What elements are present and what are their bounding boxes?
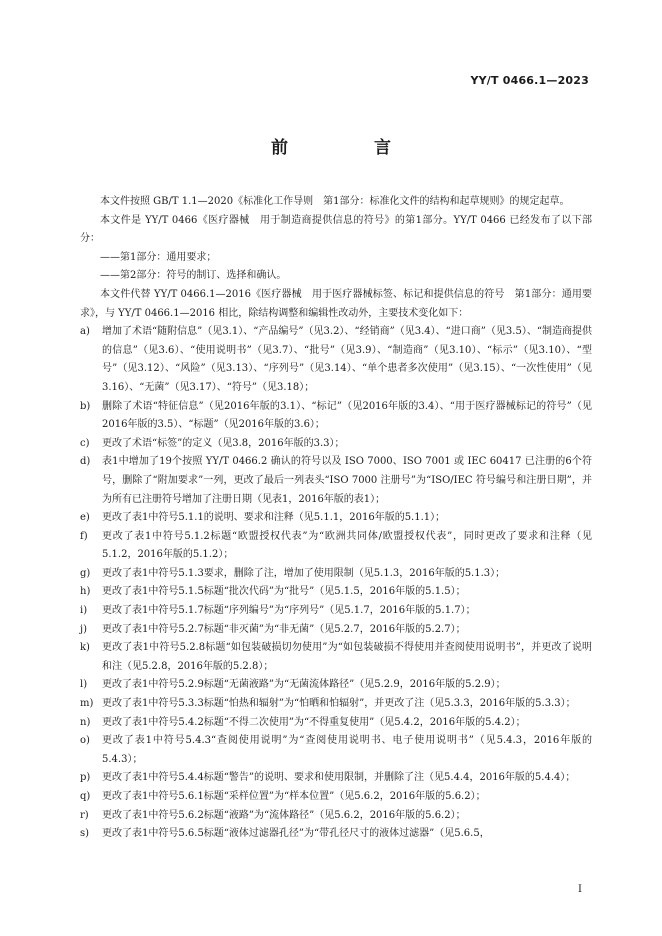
paragraph: 本文件代替 YY/T 0466.1—2016《医疗器械 用于医疗器械标签、标记和提供信息的符号 第1部分：通用要求》，与 YY/T 0466.1—2016 相比，除结构调整和编辑性改动外，主要技术变化如下： bbox=[80, 288, 592, 319]
change-list-item bbox=[80, 639, 592, 676]
page-title: 前 言 bbox=[271, 138, 431, 158]
change-list-item bbox=[80, 695, 592, 714]
change-list-item bbox=[80, 807, 592, 826]
list-marker: a) bbox=[80, 326, 90, 338]
list-text: 更改了表1中符号5.2.8标题“如包装破损切勿使用”为“如包装破损不得使用并查阅使用说明书”，并更改了说明和注（见5.2.8，2016年版的5.2.8）； bbox=[102, 642, 592, 672]
list-text: 更改了表1中符号5.1.2标题“欧盟授权代表”为“欧洲共同体/欧盟授权代表”，同时更改了要求和注释（见5.1.2，2016年版的5.1.2）； bbox=[102, 530, 592, 561]
list-text: 更改了表1中符号5.1.5标题“批次代码”为“批号”（见5.1.5，2016年版的5.1.5）； bbox=[102, 586, 466, 598]
list-marker: e) bbox=[80, 512, 90, 524]
list-marker: b) bbox=[80, 400, 91, 412]
list-text: 更改了表1中符号5.1.1的说明、要求和注释（见5.1.1，2016年版的5.1.1）； bbox=[102, 512, 446, 524]
list-marker: k) bbox=[80, 642, 90, 654]
change-list-item bbox=[80, 398, 592, 435]
change-list-item bbox=[80, 565, 592, 584]
paragraph: 本文件按照 GB/T 1.1—2020《标准化工作导则 第1部分：标准化文件的结构和起草规则》的规定起草。 bbox=[100, 196, 570, 207]
list-text: 更改了表1中符号5.4.2标题“不得二次使用”为“不得重复使用”（见5.4.2，2016年版的5.4.2）； bbox=[102, 716, 526, 728]
list-text: 更改了表1中符号5.6.5标题“液体过滤器孔径”为“带孔径尺寸的液体过滤器”（见5.6.5， bbox=[102, 828, 490, 840]
document-body bbox=[80, 193, 592, 844]
part-list-item: ——第2部分：符号的制订、选择和确认。 bbox=[100, 270, 287, 282]
change-list-item bbox=[80, 602, 592, 621]
list-text: 更改了术语“标签”的定义（见3.8，2016年版的3.3）； bbox=[102, 437, 345, 449]
list-marker: h) bbox=[80, 586, 91, 598]
change-list-item bbox=[80, 788, 592, 807]
list-marker: l) bbox=[80, 679, 88, 691]
list-text: 更改了表1中符号5.3.3标题“怕热和辐射”为“怕晒和怕辐射”，并更改了注（见5.3.3，2016年版的5.3.3）； bbox=[102, 698, 576, 710]
part-list-item: ——第1部分：通用要求； bbox=[100, 251, 217, 263]
list-marker: f) bbox=[80, 530, 88, 542]
list-marker: o) bbox=[80, 735, 90, 747]
list-text: 增加了术语“随附信息”（见3.1）、“产品编号”（见3.2）、“经销商”（见3.4）、“进口商”（见3.5）、“制造商提供的信息”（见3.6）、“使用说明书”（见3.7）、“批号”（见3.9）、“制造商”（见3.10）、“标示”（见3.10）、“型号”（见3.12）、“风险”（见3.13）、“序列号”（见3.14）、“单个患者多次使用”（见3.15）、“一次性使用”（见3.16）、“无菌”（见3.17）、“符号”（见3.18）； bbox=[102, 326, 592, 393]
change-list-item bbox=[80, 528, 592, 565]
list-marker: j) bbox=[80, 623, 88, 635]
list-marker: s) bbox=[80, 828, 90, 840]
list-marker: i) bbox=[80, 605, 88, 617]
change-list-item bbox=[80, 676, 592, 695]
list-text: 更改了表1中符号5.4.3“查阅使用说明”为“查阅使用说明书、电子使用说明书”（见5.4.3，2016年版的5.4.3）； bbox=[102, 735, 592, 765]
change-list bbox=[80, 323, 592, 844]
list-text: 删除了术语“特征信息”（见2016年版的3.1）、“标记”（见2016年版的3.4）、“用于医疗器械标记的符号”（见2016年版的3.5）、“标题”（见2016年版的3.6）； bbox=[102, 400, 592, 431]
list-marker: q) bbox=[80, 791, 91, 802]
change-list-item bbox=[80, 453, 592, 509]
change-list-item bbox=[80, 732, 592, 769]
list-text: 更改了表1中符号5.2.9标题“无菌液路”为“无菌流体路径”（见5.2.9，2016年版的5.2.9）； bbox=[102, 679, 506, 691]
list-text: 更改了表1中符号5.1.7标题“序列编号”为“序列号”（见5.1.7，2016年版的5.1.7）； bbox=[102, 605, 476, 617]
change-list-item bbox=[80, 825, 592, 844]
change-list-item bbox=[80, 583, 592, 602]
list-text: 更改了表1中符号5.4.4标题“警告”的说明、要求和使用限制，并删除了注（见5.4.4，2016年版的5.4.4）； bbox=[102, 772, 576, 784]
list-text: 更改了表1中符号5.6.2标题“液路”为“流体路径”（见5.6.2，2016年版的5.6.2）； bbox=[102, 809, 466, 821]
change-list-item bbox=[80, 621, 592, 640]
list-marker: r) bbox=[80, 809, 89, 821]
list-text: 表1中增加了19个按照 YY/T 0466.2 确认的符号以及 ISO 7000、ISO 7001 或 IEC 60417 已注册的6个符号，删除了“附加要求”一列，更改了最后一列表头“ISO 7000 注册号”为“ISO/IEC 符号编号和注册日期”，并为所有已注册符号增加了注册日期（见表1，2016年版的表1）； bbox=[102, 456, 592, 505]
list-marker: p) bbox=[80, 772, 91, 784]
list-marker: m) bbox=[80, 698, 94, 710]
list-text: 更改了表1中符号5.6.1标题“采样位置”为“样本位置”（见5.6.2，2016年版的5.6.2）； bbox=[102, 791, 486, 802]
list-marker: c) bbox=[80, 437, 90, 449]
list-marker: d) bbox=[80, 456, 91, 468]
list-text: 更改了表1中符号5.2.7标题“非灭菌”为“非无菌”（见5.2.7，2016年版的5.2.7）； bbox=[102, 623, 466, 635]
page-number: I bbox=[578, 884, 582, 895]
list-text: 更改了表1中符号5.1.3要求，删除了注，增加了使用限制（见5.1.3，2016年版的5.1.3）； bbox=[102, 567, 506, 579]
change-list-item bbox=[80, 323, 592, 397]
paragraph: 本文件是 YY/T 0466《医疗器械 用于制造商提供信息的符号》的第1部分。YY/T 0466 已经发布了以下部分： bbox=[80, 214, 592, 245]
list-marker: g) bbox=[80, 567, 91, 579]
change-list-item bbox=[80, 435, 592, 454]
standard-number: YY/T 0466.1—2023 bbox=[470, 74, 589, 87]
change-list-item bbox=[80, 769, 592, 788]
change-list-item bbox=[80, 714, 592, 733]
list-marker: n) bbox=[80, 716, 91, 728]
change-list-item bbox=[80, 509, 592, 528]
